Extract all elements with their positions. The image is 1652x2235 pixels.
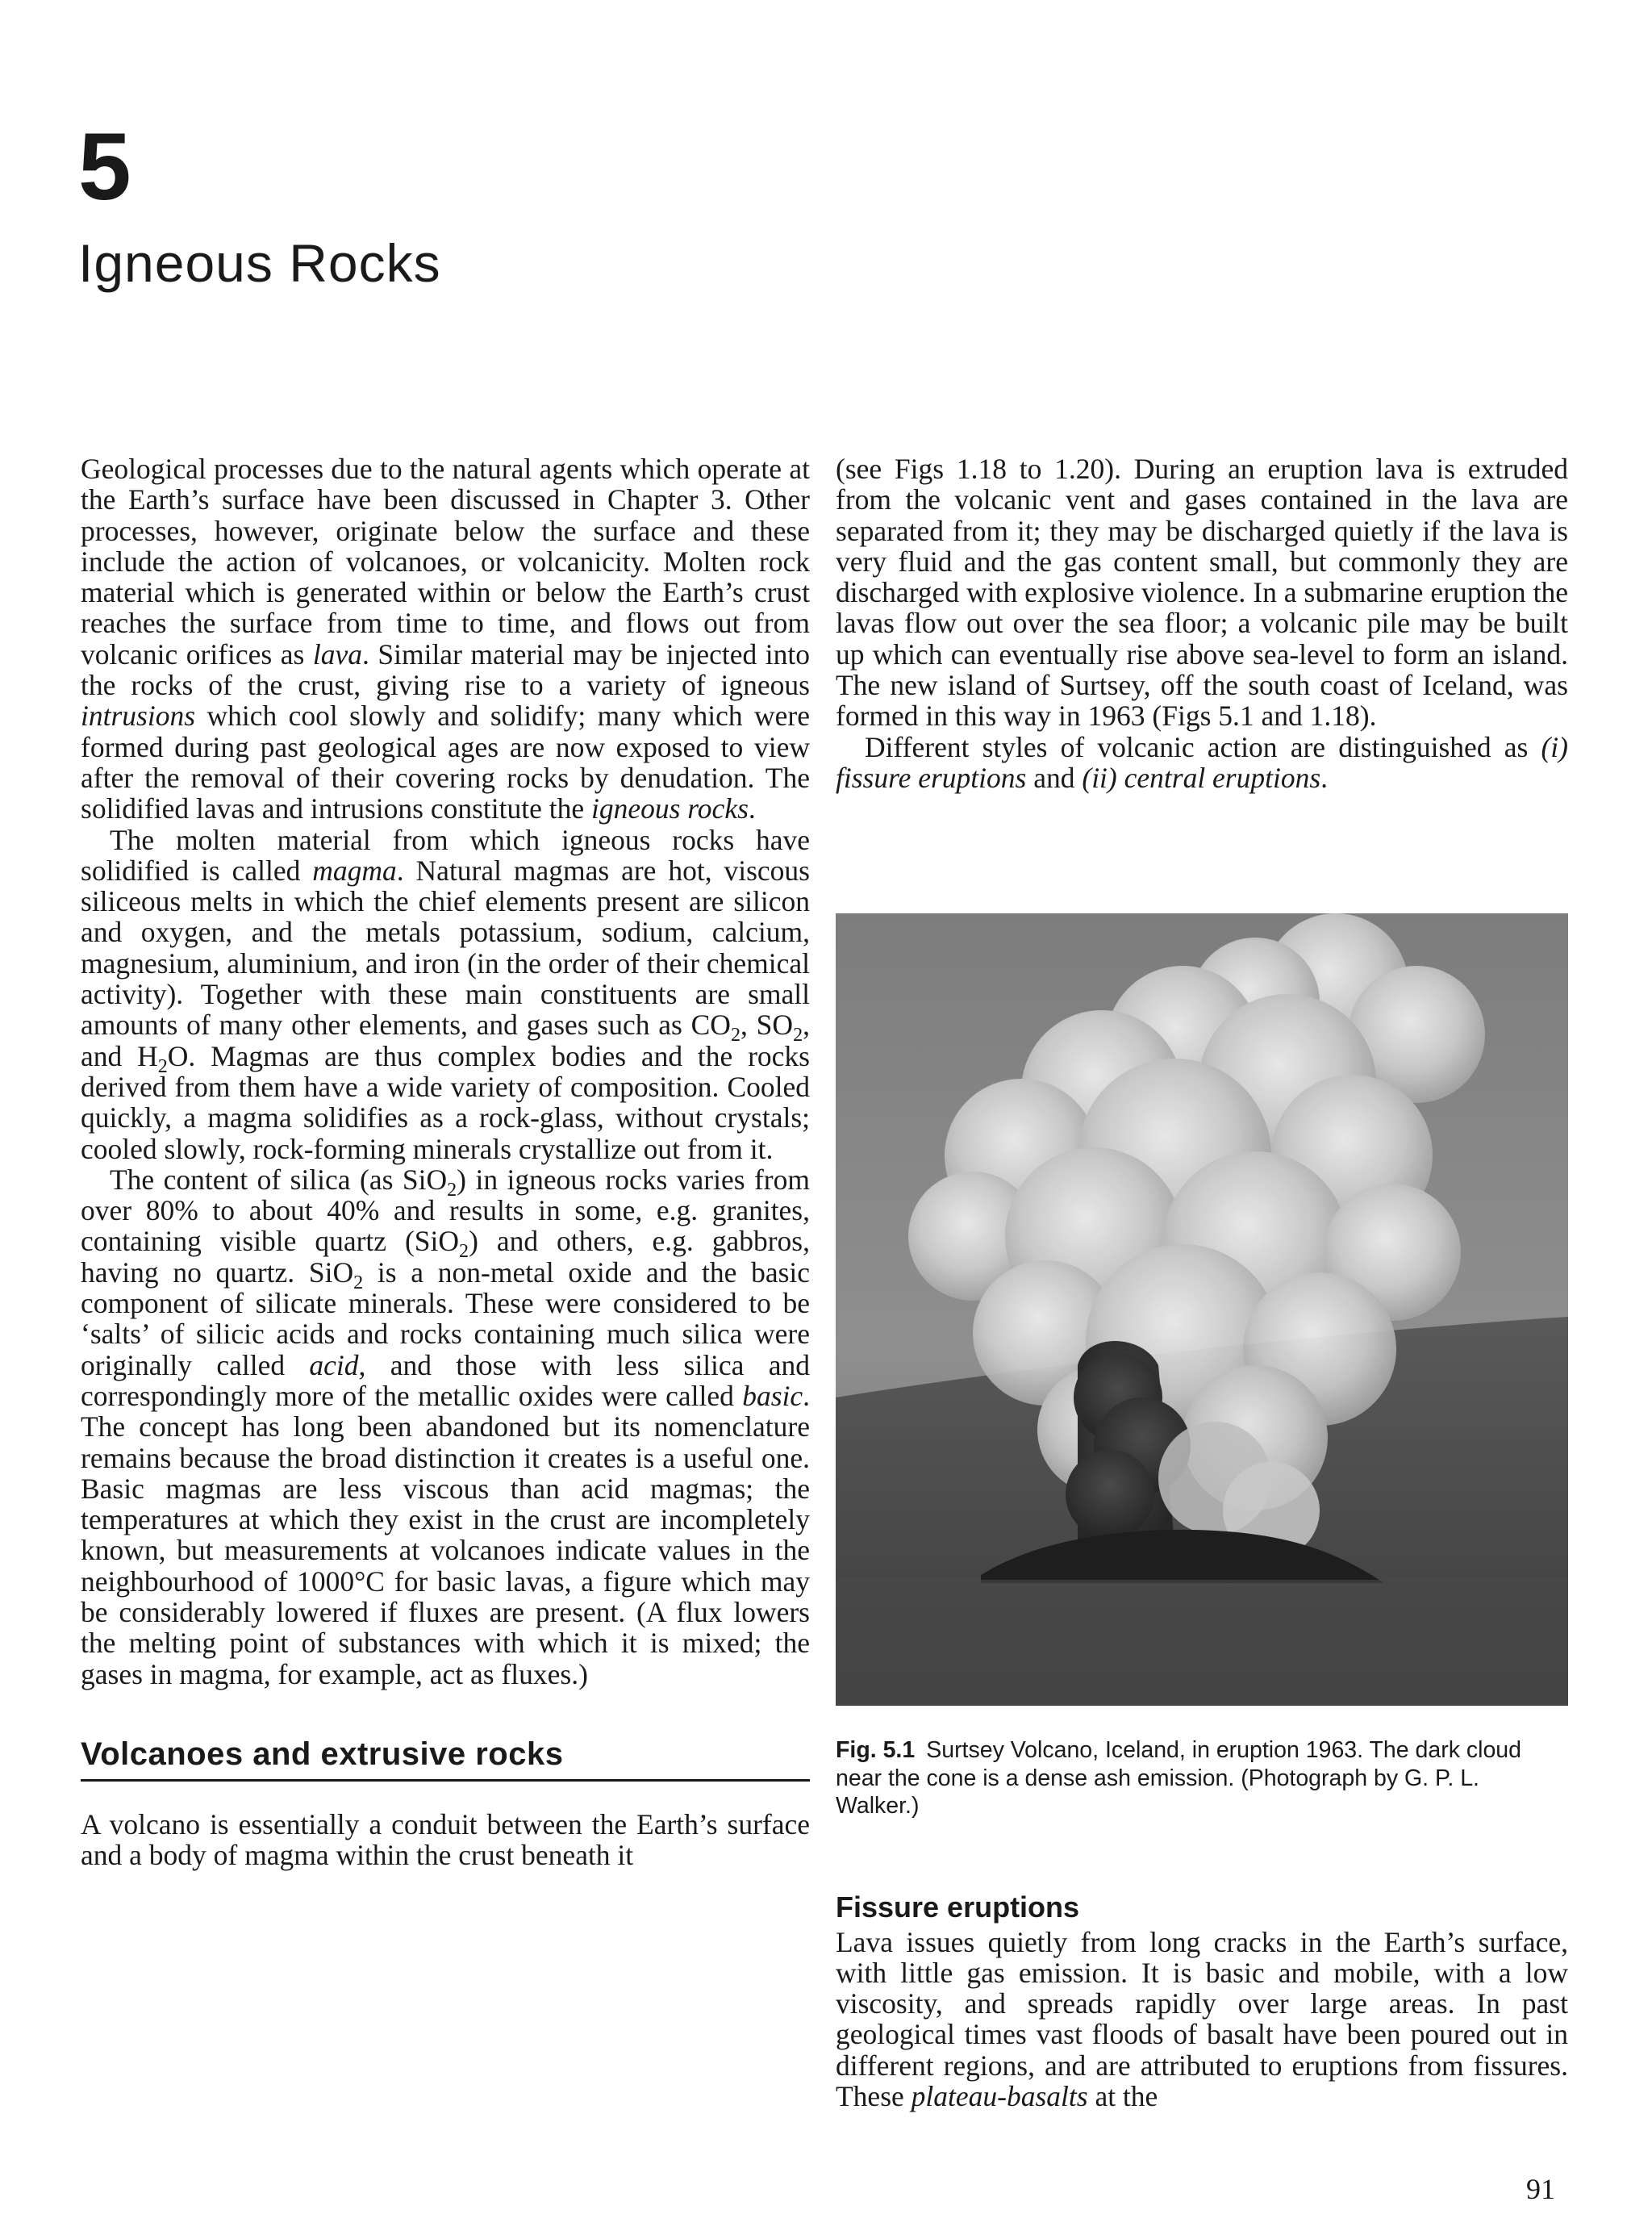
paragraph: Lava issues quietly from long cracks in the Earth’s surface, with little gas emission. It is basic and mobile, with a low viscosity, and spreads rapidly over large areas. In past geological times vast floods of basalt have been poured out in different regions, and are attributed to eruptions from fissures. These plateau-basalts at the — [836, 1925, 1568, 2113]
paragraph: The content of silica (as SiO$_2$) in igneous rocks varies from over 80% to about 40% and results in some, e.g. granites, containing visible quartz (SiO$_2$) and others, e.g. gabbros, having no quartz. SiO$_2$ is a non-metal oxide and the basic component of silicate minerals. These were considered to be ‘salts’ of silicic acids and rocks containing much silica were originally called acid, and those with less silica and correspondingly more of the metallic oxides were called basic. The concept has long been abandoned but its nomenclature remains because the broad distinction it creates is a useful one. Basic magmas are less viscous than acid magmas; the temperatures at which they exist in the crust are incompletely known, but measurements at volcanoes indicate values in the neighbourhood of 1000°C for basic lavas, a figure which may be considerably lowered if fluxes are present. (A flux lowers the melting point of substances with which it is mixed; the gases in magma, for example, act as fluxes.) — [81, 1163, 811, 1690]
chapter-number: 5 — [78, 114, 130, 220]
paragraph: Different styles of volcanic action are distinguished as (i) fissure eruptions and (ii) central eruptions. — [836, 730, 1568, 794]
page-number: 91 — [1526, 2173, 1555, 2205]
fissure-section — [836, 1891, 1568, 2112]
paragraph: Geological processes due to the natural agents which operate at the Earth’s surface have been discussed in Chapter 3. Other processes, however, originate below the surface and these include the action of volcanoes, or volcanicity. Molten rock material which is generated within or below the Earth’s crust reaches the surface from time to time, and flows out from volcanic orifices as lava. Similar material may be injected into the rocks of the crust, giving rise to a variety of igneous intrusions which cool slowly and solidify; many which were formed during past geological ages are now exposed to view after the removal of their covering rocks by denudation. The solidified lavas and intrusions constitute the igneous rocks. — [81, 453, 811, 825]
left-column — [81, 453, 810, 1870]
chapter-title: Igneous Rocks — [78, 233, 441, 293]
volcano-photograph — [836, 913, 1568, 1706]
figure-label: Fig. 5.1 — [836, 1737, 916, 1763]
subsection-heading: Fissure eruptions — [836, 1890, 1080, 1924]
paragraph: The molten material from which igneous rocks have solidified is called magma. Natural magmas are hot, viscous siliceous melts in which the chief elements present are silicon and oxygen, and the metals potassium, sodium, calcium, magnesium, aluminium, and iron (in the order of their chemical activity). Together with these main constituents are small amounts of many other elements, and gases such as $CO_2$, $SO_2$, and $H_2O$. Magmas are thus complex bodies and the rocks derived from them have a wide variety of composition. Cooled quickly, a magma solidifies as a rock-glass, without crystals; cooled slowly, rock-forming minerals crystallize out from it. — [81, 823, 811, 1165]
paragraph: (see Figs 1.18 to 1.20). During an eruption lava is extruded from the volcanic vent and gases contained in the lava are separated from it; they may be discharged quietly if the lava is very fluid and the gas content small, but commonly they are discharged with explosive violence. In a submarine eruption the lavas flow out over the sea floor; a volcanic pile may be built up which can eventually rise above sea-level to form an island. The new island of Surtsey, off the south coast of Iceland, was formed in this way in 1963 (Figs 5.1 and 1.18). — [836, 453, 1568, 733]
figure-caption — [836, 1736, 1568, 1820]
section-heading: Volcanoes and extrusive rocks — [81, 1736, 810, 1782]
right-column — [836, 453, 1568, 793]
paragraph: A volcano is essentially a conduit between the Earth’s surface and a body of magma within the crust beneath it — [81, 1807, 810, 1872]
figure-caption-text: Surtsey Volcano, Iceland, in eruption 1963. The dark cloud near the cone is a dense ash emission. (Photograph by G. P. L. Walker.) — [836, 1737, 1521, 1819]
